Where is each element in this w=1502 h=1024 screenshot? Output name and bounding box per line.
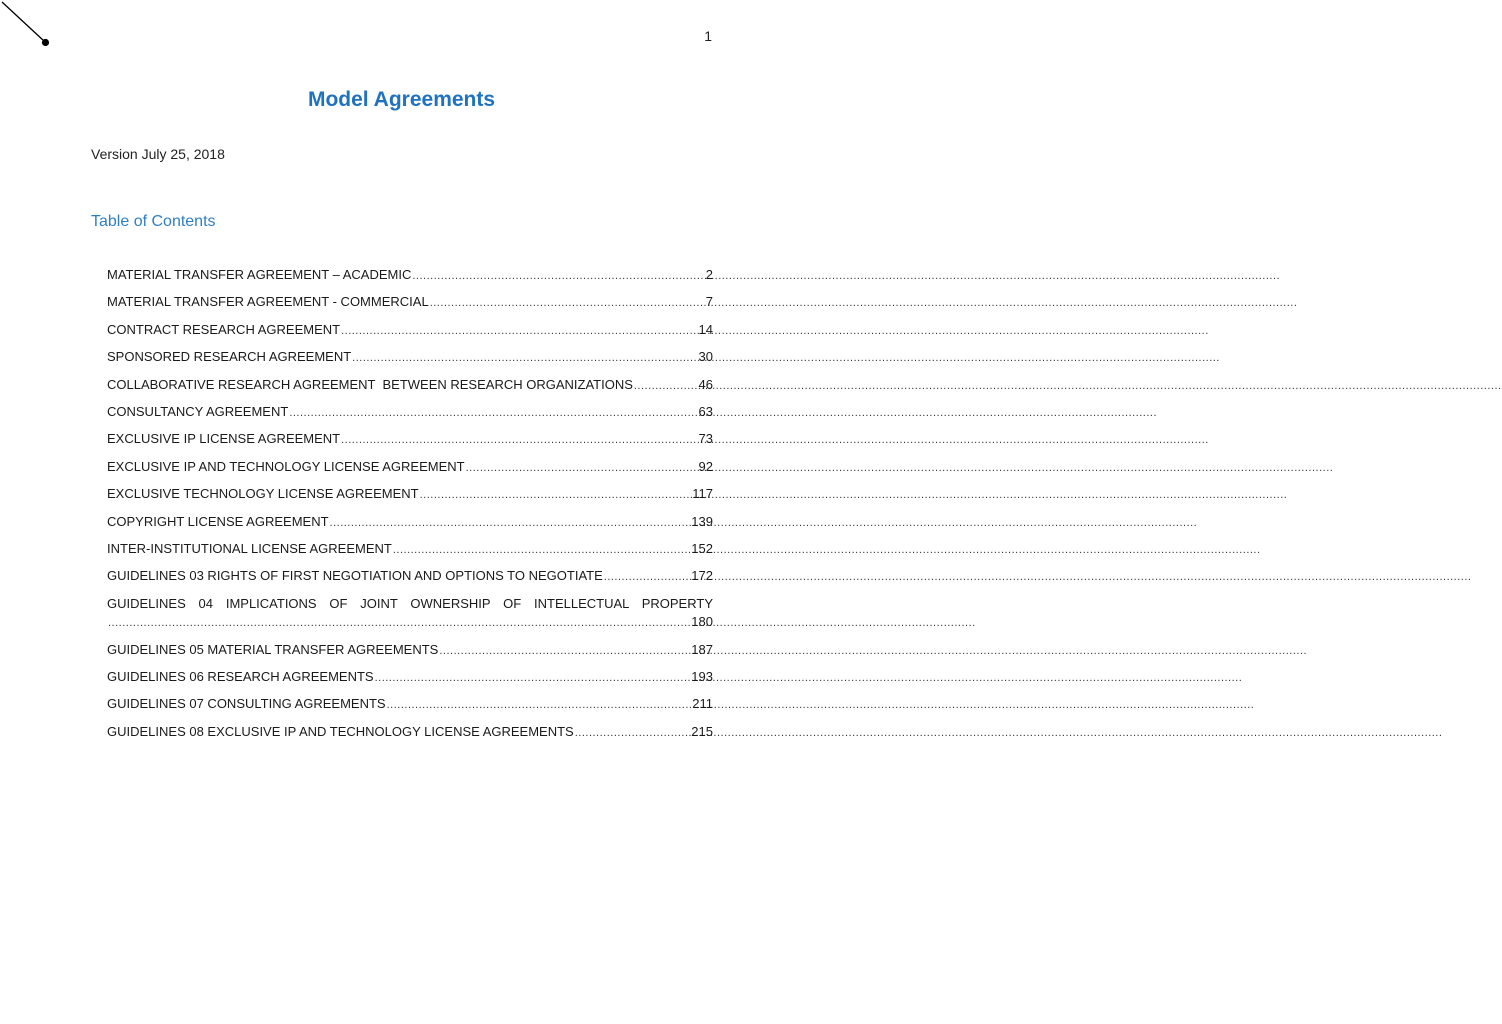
toc-entry-title: EXCLUSIVE IP LICENSE AGREEMENT — [107, 431, 341, 447]
toc-entry-page: 30 — [698, 349, 713, 365]
toc-entry-title: MATERIAL TRANSFER AGREEMENT - COMMERCIAL — [107, 294, 429, 310]
toc-entry-page: 92 — [698, 458, 713, 474]
toc-dot-leader — [340, 431, 698, 449]
toc-entry-page: 139 — [691, 513, 713, 529]
toc-entry-page: 172 — [691, 568, 713, 584]
toc-dot-leader — [288, 404, 698, 422]
toc-entry[interactable] — [107, 513, 713, 540]
toc-entry-title: MATERIAL TRANSFER AGREEMENT – ACADEMIC — [107, 267, 412, 282]
toc-entry-title: INTER-INSTITUTIONAL LICENSE AGREEMENT — [107, 540, 392, 556]
page-number: 1 — [704, 28, 712, 44]
toc-entry[interactable] — [107, 695, 713, 722]
toc-entry-page: 211 — [692, 696, 713, 712]
toc-entry[interactable] — [107, 321, 713, 348]
toc-entry-title: GUIDELINES 03 RIGHTS OF FIRST NEGOTIATION AND OPTIONS TO NEGOTIATE — [107, 568, 603, 584]
toc-entry[interactable] — [107, 430, 713, 457]
toc-entry[interactable] — [107, 458, 713, 485]
toc-entry-page: 117 — [692, 486, 713, 502]
toc-entry-title: GUIDELINES 07 CONSULTING AGREEMENTS — [107, 696, 386, 712]
toc-entry[interactable] — [107, 641, 713, 668]
toc-entry[interactable] — [107, 723, 713, 750]
toc-dot-leader — [107, 614, 691, 632]
arrow-pointer-icon — [0, 0, 60, 60]
toc-entry-title: CONTRACT RESEARCH AGREEMENT — [107, 321, 341, 337]
toc-entry[interactable] — [107, 595, 713, 641]
toc-entry-title: EXCLUSIVE IP AND TECHNOLOGY LICENSE AGREEMENT — [107, 458, 465, 474]
toc-dot-leader — [465, 459, 699, 477]
toc-entry-page: 7 — [705, 294, 713, 310]
toc-dot-leader — [392, 541, 691, 559]
toc-dot-leader — [633, 377, 699, 395]
toc-entry[interactable] — [107, 293, 713, 320]
toc-entry-page: 193 — [691, 669, 713, 685]
toc-dot-leader — [429, 294, 706, 312]
toc-entry-title: GUIDELINES 04 IMPLICATIONS OF JOINT OWNERSHIP OF INTELLECTUAL PROPERTY — [107, 595, 713, 611]
toc-entry-page: 180 — [691, 613, 713, 629]
toc-dot-leader — [329, 514, 692, 532]
toc-entry[interactable] — [107, 403, 713, 430]
toc-dot-leader — [351, 349, 698, 367]
toc-dot-leader — [419, 486, 693, 504]
toc-entry[interactable] — [107, 540, 713, 567]
toc-entry[interactable] — [107, 567, 713, 594]
toc-entry-page: 73 — [698, 431, 713, 447]
toc-entry-page: 2 — [705, 267, 713, 282]
toc-dot-leader — [574, 724, 692, 742]
toc-dot-leader — [374, 669, 692, 687]
toc-entry-page: 46 — [698, 376, 713, 392]
toc-entry-title: GUIDELINES 06 RESEARCH AGREEMENTS — [107, 669, 374, 685]
toc-dot-leader — [438, 642, 691, 660]
toc-entry-page: 215 — [691, 723, 713, 739]
toc-dot-leader — [603, 568, 692, 586]
toc-entry-title: SPONSORED RESEARCH AGREEMENT — [107, 349, 352, 365]
toc-entry-page: 63 — [698, 403, 713, 419]
toc-heading: Table of Contents — [91, 213, 216, 230]
toc-entry-title: GUIDELINES 05 MATERIAL TRANSFER AGREEMENTS — [107, 641, 439, 657]
toc-entry[interactable] — [107, 348, 713, 375]
toc-entry-title: COPYRIGHT LICENSE AGREEMENT — [107, 513, 329, 529]
toc-entry[interactable] — [107, 376, 713, 403]
toc-entry-title: CONSULTANCY AGREEMENT — [107, 403, 289, 419]
toc-dot-leader — [386, 696, 693, 714]
toc-dot-leader — [411, 267, 705, 285]
document-title: Model Agreements — [307, 88, 496, 111]
toc-entry-page: 187 — [691, 641, 713, 657]
table-of-contents — [107, 266, 713, 750]
toc-entry-page: 152 — [691, 540, 713, 556]
toc-entry[interactable] — [107, 266, 713, 293]
toc-entry[interactable] — [107, 485, 713, 512]
version-line: Version July 25, 2018 — [91, 146, 225, 162]
toc-entry-title: COLLABORATIVE RESEARCH AGREEMENT BETWEEN RESEARCH ORGANIZATIONS — [107, 376, 633, 392]
toc-entry-title: EXCLUSIVE TECHNOLOGY LICENSE AGREEMENT — [107, 486, 419, 502]
toc-entry-title: GUIDELINES 08 EXCLUSIVE IP AND TECHNOLOGY LICENSE AGREEMENTS — [107, 723, 574, 739]
toc-dot-leader — [340, 322, 698, 340]
toc-entry-page: 14 — [698, 321, 713, 337]
toc-entry[interactable] — [107, 668, 713, 695]
